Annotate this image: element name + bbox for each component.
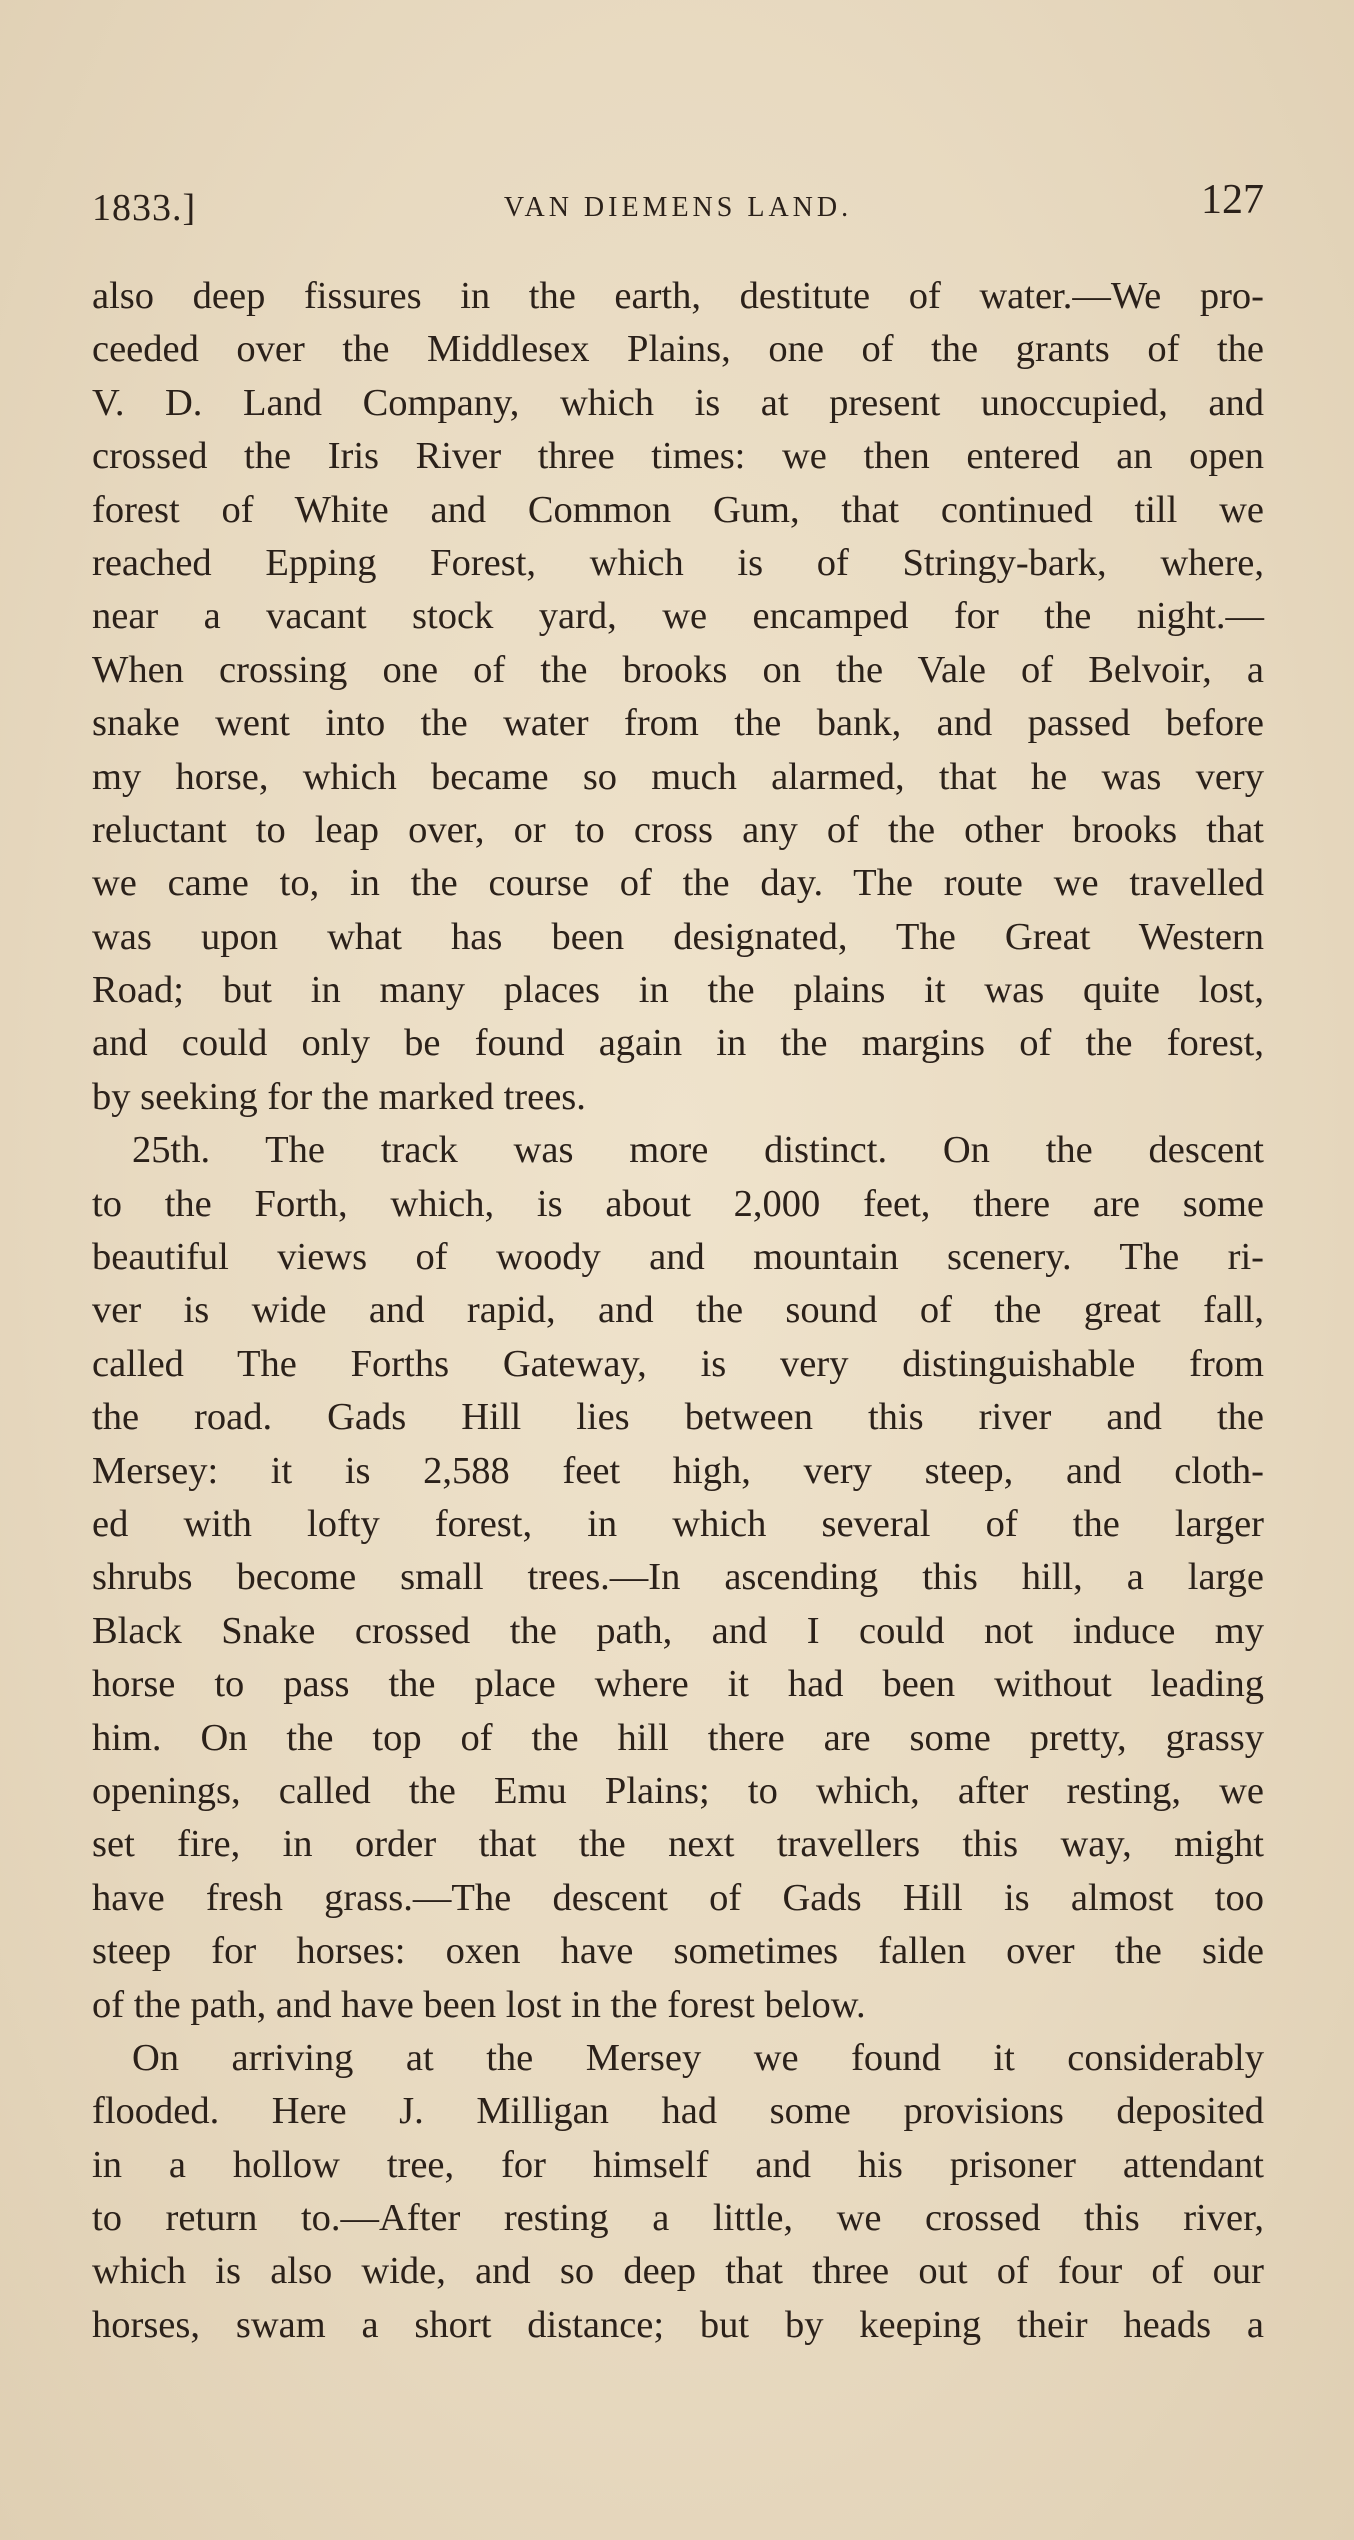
text-line: steep for horses: oxen have sometimes fallen over the side	[92, 1930, 1264, 1973]
text-line: Road; but in many places in the plains it was quite lost,	[92, 969, 1264, 1012]
text-line: of the path, and have been lost in the forest below.	[92, 1983, 866, 2026]
running-head	[92, 172, 1264, 232]
page-title: VAN DIEMENS LAND.	[503, 192, 853, 223]
text-line: 25th. The track was more distinct. On the descent	[132, 1129, 1264, 1172]
text-line: and could only be found again in the margins of the forest,	[92, 1022, 1264, 1065]
text-line: reluctant to leap over, or to cross any of the other brooks that	[92, 808, 1264, 851]
text-line: Mersey: it is 2,588 feet high, very steep, and cloth-	[92, 1449, 1264, 1492]
text-line: have fresh grass.—The descent of Gads Hill is almost too	[92, 1876, 1264, 1919]
text-line: openings, called the Emu Plains; to which, after resting, we	[92, 1769, 1264, 1812]
text-line: reached Epping Forest, which is of Stringy-bark, where,	[92, 541, 1264, 584]
text-line: also deep fissures in the earth, destitute of water.—We pro-	[92, 275, 1264, 317]
text-line: forest of White and Common Gum, that continued till we	[92, 488, 1264, 531]
text-line: by seeking for the marked trees.	[92, 1075, 586, 1118]
text-line: my horse, which became so much alarmed, that he was very	[92, 755, 1264, 798]
text-line: ed with lofty forest, in which several of the larger	[92, 1502, 1264, 1545]
text-line: called The Forths Gateway, is very distinguishable from	[92, 1342, 1264, 1385]
text-line: horses, swam a short distance; but by keeping their heads a	[92, 2303, 1264, 2346]
text-line: beautiful views of woody and mountain scenery. The ri-	[92, 1236, 1264, 1279]
text-line: him. On the top of the hill there are some pretty, grassy	[92, 1716, 1264, 1759]
text-line: Black Snake crossed the path, and I could not induce my	[92, 1609, 1264, 1652]
text-line: horse to pass the place where it had been without leading	[92, 1663, 1264, 1706]
text-line: we came to, in the course of the day. The route we travelled	[92, 862, 1264, 905]
text-line: On arriving at the Mersey we found it considerably	[132, 2036, 1264, 2079]
year-heading: 1833.]	[92, 187, 197, 229]
text-line: snake went into the water from the bank, and passed before	[92, 702, 1264, 745]
text-line: which is also wide, and so deep that three out of four of our	[92, 2250, 1264, 2293]
text-line: flooded. Here J. Milligan had some provisions deposited	[92, 2090, 1264, 2133]
text-line: near a vacant stock yard, we encamped for the night.—	[92, 595, 1264, 638]
text-line: When crossing one of the brooks on the Vale of Belvoir, a	[92, 648, 1264, 691]
text-line: set fire, in order that the next travellers this way, might	[92, 1823, 1264, 1866]
text-line: V. D. Land Company, which is at present unoccupied, and	[92, 381, 1264, 424]
body-text	[92, 270, 1264, 2352]
page-number: 127	[1201, 177, 1264, 223]
text-line: ver is wide and rapid, and the sound of the great fall,	[92, 1289, 1264, 1332]
text-line: to the Forth, which, is about 2,000 feet, there are some	[92, 1182, 1264, 1225]
text-line: in a hollow tree, for himself and his prisoner attendant	[92, 2143, 1264, 2186]
text-line: was upon what has been designated, The Great Western	[92, 915, 1264, 958]
text-line: the road. Gads Hill lies between this river and the	[92, 1396, 1264, 1439]
text-line: shrubs become small trees.—In ascending this hill, a large	[92, 1556, 1264, 1599]
text-line: to return to.—After resting a little, we crossed this river,	[92, 2197, 1264, 2240]
text-line: crossed the Iris River three times: we then entered an open	[92, 435, 1264, 478]
text-line: ceeded over the Middlesex Plains, one of the grants of the	[92, 328, 1264, 371]
